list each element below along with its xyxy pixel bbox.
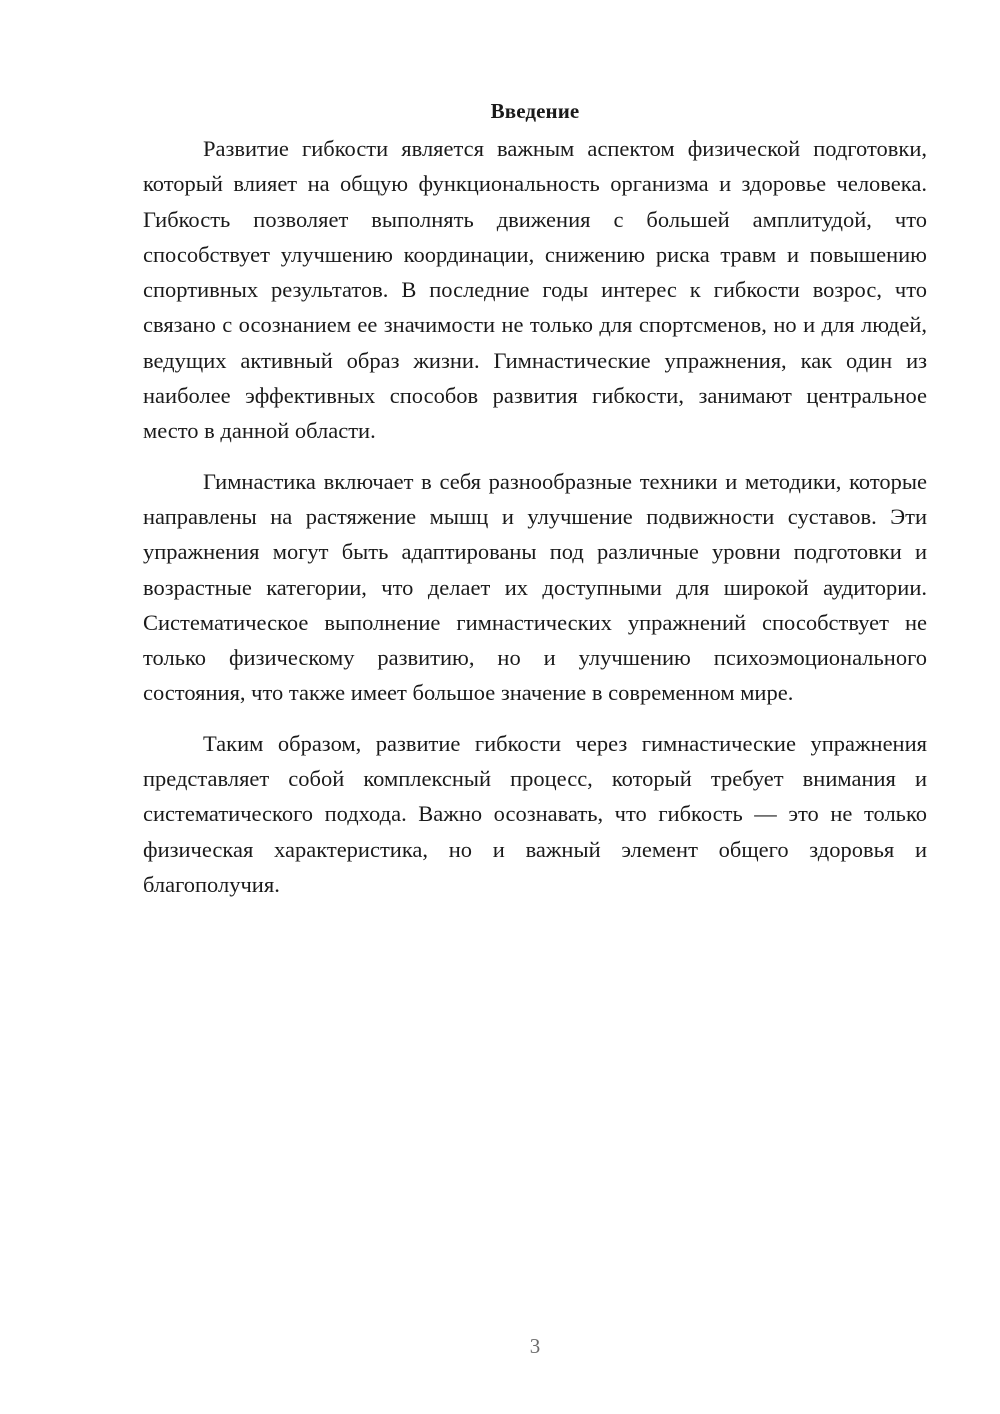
paragraph-1: Развитие гибкости является важным аспектом физической подготовки, который влияет на общую функциональность организма и здоровье человека. Гибкость позволяет выполнять движения с большей амплитудой, что способствует улучшению координации, снижению риска травм и повышению спортивных результатов. В последние годы интерес к гибкости возрос, что связано с осознанием ее значимости не только для спортсменов, но и для людей, ведущих активный образ жизни. Гимнастические упражнения, как один из наиболее эффективных способов развития гибкости, занимают центральное место в данной области. (143, 136, 927, 444)
section-heading: Введение (490, 99, 580, 123)
paragraph-3: Таким образом, развитие гибкости через гимнастические упражнения представляет собой комплексный процесс, который требует внимания и систематического подхода. Важно осознавать, что гибкость — это не только физическая характеристика, но и важный элемент общего здоровья и благополучия. (143, 730, 927, 897)
page-number: 3 (529, 1334, 541, 1358)
paragraph-2: Гимнастика включает в себя разнообразные техники и методики, которые направлены на растяжение мышц и улучшение подвижности суставов. Эти упражнения могут быть адаптированы под различные уровни подготовки и возрастные категории, что делает их доступными для широкой аудитории. Систематическое выполнение гимнастических упражнений способствует не только физическому развитию, но и улучшению психоэмоционального состояния, что также имеет большое значение в современном мире. (143, 468, 927, 706)
page-content (143, 96, 927, 902)
